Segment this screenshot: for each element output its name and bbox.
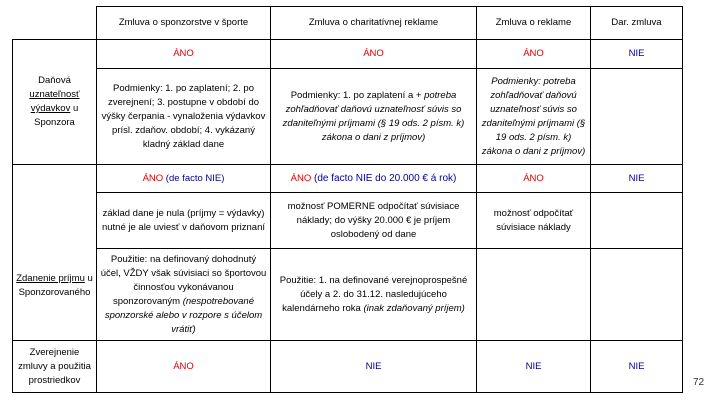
row-label-publication xyxy=(13,341,97,393)
r1-conditions-advertising: Podmienky: potreba zohľadňovať daňovú uznateľnosť súvis so zdaniteľnými príjmami (§ 19 ods. 2 písm. k) zákona o dani z príjmov) xyxy=(477,69,591,165)
page-number: 72 xyxy=(693,377,705,388)
row3-label-line3: prostriedkov xyxy=(28,374,81,386)
r1-status-gift: NIE xyxy=(591,40,683,69)
header-advertising: Zmluva o reklame xyxy=(477,7,591,40)
r2-c1-usage-a: Použitie: na definovaný dohodnutý účel, VŽDY však súvisiaci so športovou činnosťou vykonávanou sponzorovaným xyxy=(100,253,267,307)
r1-status-charity: ÁNO xyxy=(271,40,477,69)
row1-label-line1: Daňová xyxy=(38,75,71,86)
r1-conditions-sponsorship: Podmienky: 1. po zaplatení; 2. po zverejnení; 3. postupne v období do výšky čerpania - vynaloženia výdavkov prísl. zdaňov. období; 4. vykázaný kladný základ dane xyxy=(97,69,271,165)
r1-c2-text-b: potreba zohľadňovať daňovú uznateľnosť sú xyxy=(285,89,457,115)
r2-status-sponsorship xyxy=(97,165,271,193)
row1-label-line2: uznateľnosť xyxy=(29,89,80,100)
r3-status-sponsorship: ÁNO xyxy=(97,341,271,393)
comparison-table xyxy=(12,6,683,393)
row3-label-line1: Zverejnenie xyxy=(29,346,80,358)
r2-usage-charity xyxy=(271,249,477,341)
row-label-tax-deductibility xyxy=(13,40,97,165)
r2-note-advertising: možnosť odpočítať súvisiace náklady xyxy=(477,193,591,249)
r2-status-advertising: ÁNO xyxy=(477,165,591,193)
r2-c1-status-note: (de facto NIE) xyxy=(163,172,225,184)
r1-empty-gift xyxy=(591,69,683,165)
r2-empty-gift-a xyxy=(591,193,683,249)
r2-empty-advertising xyxy=(477,249,591,341)
r2-c2-status-main: ÁNO xyxy=(290,172,312,184)
r1-c2-text-c: vis so zdaniteľnými príjmami (§ 19 ods. 2 písm. k) zákona o dani z príjmov) xyxy=(282,103,465,143)
row2-label-line2: Sponzorovaného xyxy=(18,287,91,298)
row3-label-line2: zmluvy a použitia xyxy=(18,360,91,372)
corner-cell xyxy=(13,7,97,40)
r2-c2-usage-b: (inak zdaňovaný príjem) xyxy=(363,302,465,314)
r2-c1-usage-b: (nespotrebované sponzorské alebo v rozpore s účelom vrátiť) xyxy=(104,295,263,335)
r3-status-advertising: NIE xyxy=(477,341,591,393)
r2-usage-sponsorship xyxy=(97,249,271,341)
r2-c2-status-note: (de facto NIE do 20.000 € á rok) xyxy=(311,172,457,184)
header-charity-ad: Zmluva o charitatívnej reklame xyxy=(271,7,477,40)
row-label-income-taxation xyxy=(13,165,97,341)
row2-label-line1: Zdanenie príjmu xyxy=(16,273,85,284)
r2-note-charity: možnosť POMERNE odpočítať súvisiace náklady; do výšky 20.000 € je príjem oslobodený od dane xyxy=(271,193,477,249)
r1-c2-text-a: Podmienky: 1. po zaplatení a + xyxy=(290,89,425,101)
r3-status-charity: NIE xyxy=(271,341,477,393)
row1-label-line3: výdavkov xyxy=(30,103,71,114)
r2-note-sponsorship: základ dane je nula (príjmy = výdavky) nutné je ale uviesť v daňovom priznaní xyxy=(97,193,271,249)
r2-c2-usage-a: Použitie: 1. na definované verejnoprospešné účely a 2. do 31.12. nasledujúceho kalendárneho roka xyxy=(279,274,468,314)
row1-label-line3-suffix: u xyxy=(70,103,79,114)
r2-status-gift: NIE xyxy=(591,165,683,193)
row2-label-line1-suffix: u xyxy=(84,273,93,284)
r3-status-gift: NIE xyxy=(591,341,683,393)
r1-conditions-charity xyxy=(271,69,477,165)
r1-status-advertising: ÁNO xyxy=(477,40,591,69)
r2-status-charity xyxy=(271,165,477,193)
header-sponsorship: Zmluva o sponzorstve v športe xyxy=(97,7,271,40)
r2-empty-gift-b xyxy=(591,249,683,341)
r1-status-sponsorship: ÁNO xyxy=(97,40,271,69)
row1-label-line4: Sponzora xyxy=(34,117,75,128)
r2-c1-status-main: ÁNO xyxy=(142,172,164,184)
header-gift: Dar. zmluva xyxy=(591,7,683,40)
